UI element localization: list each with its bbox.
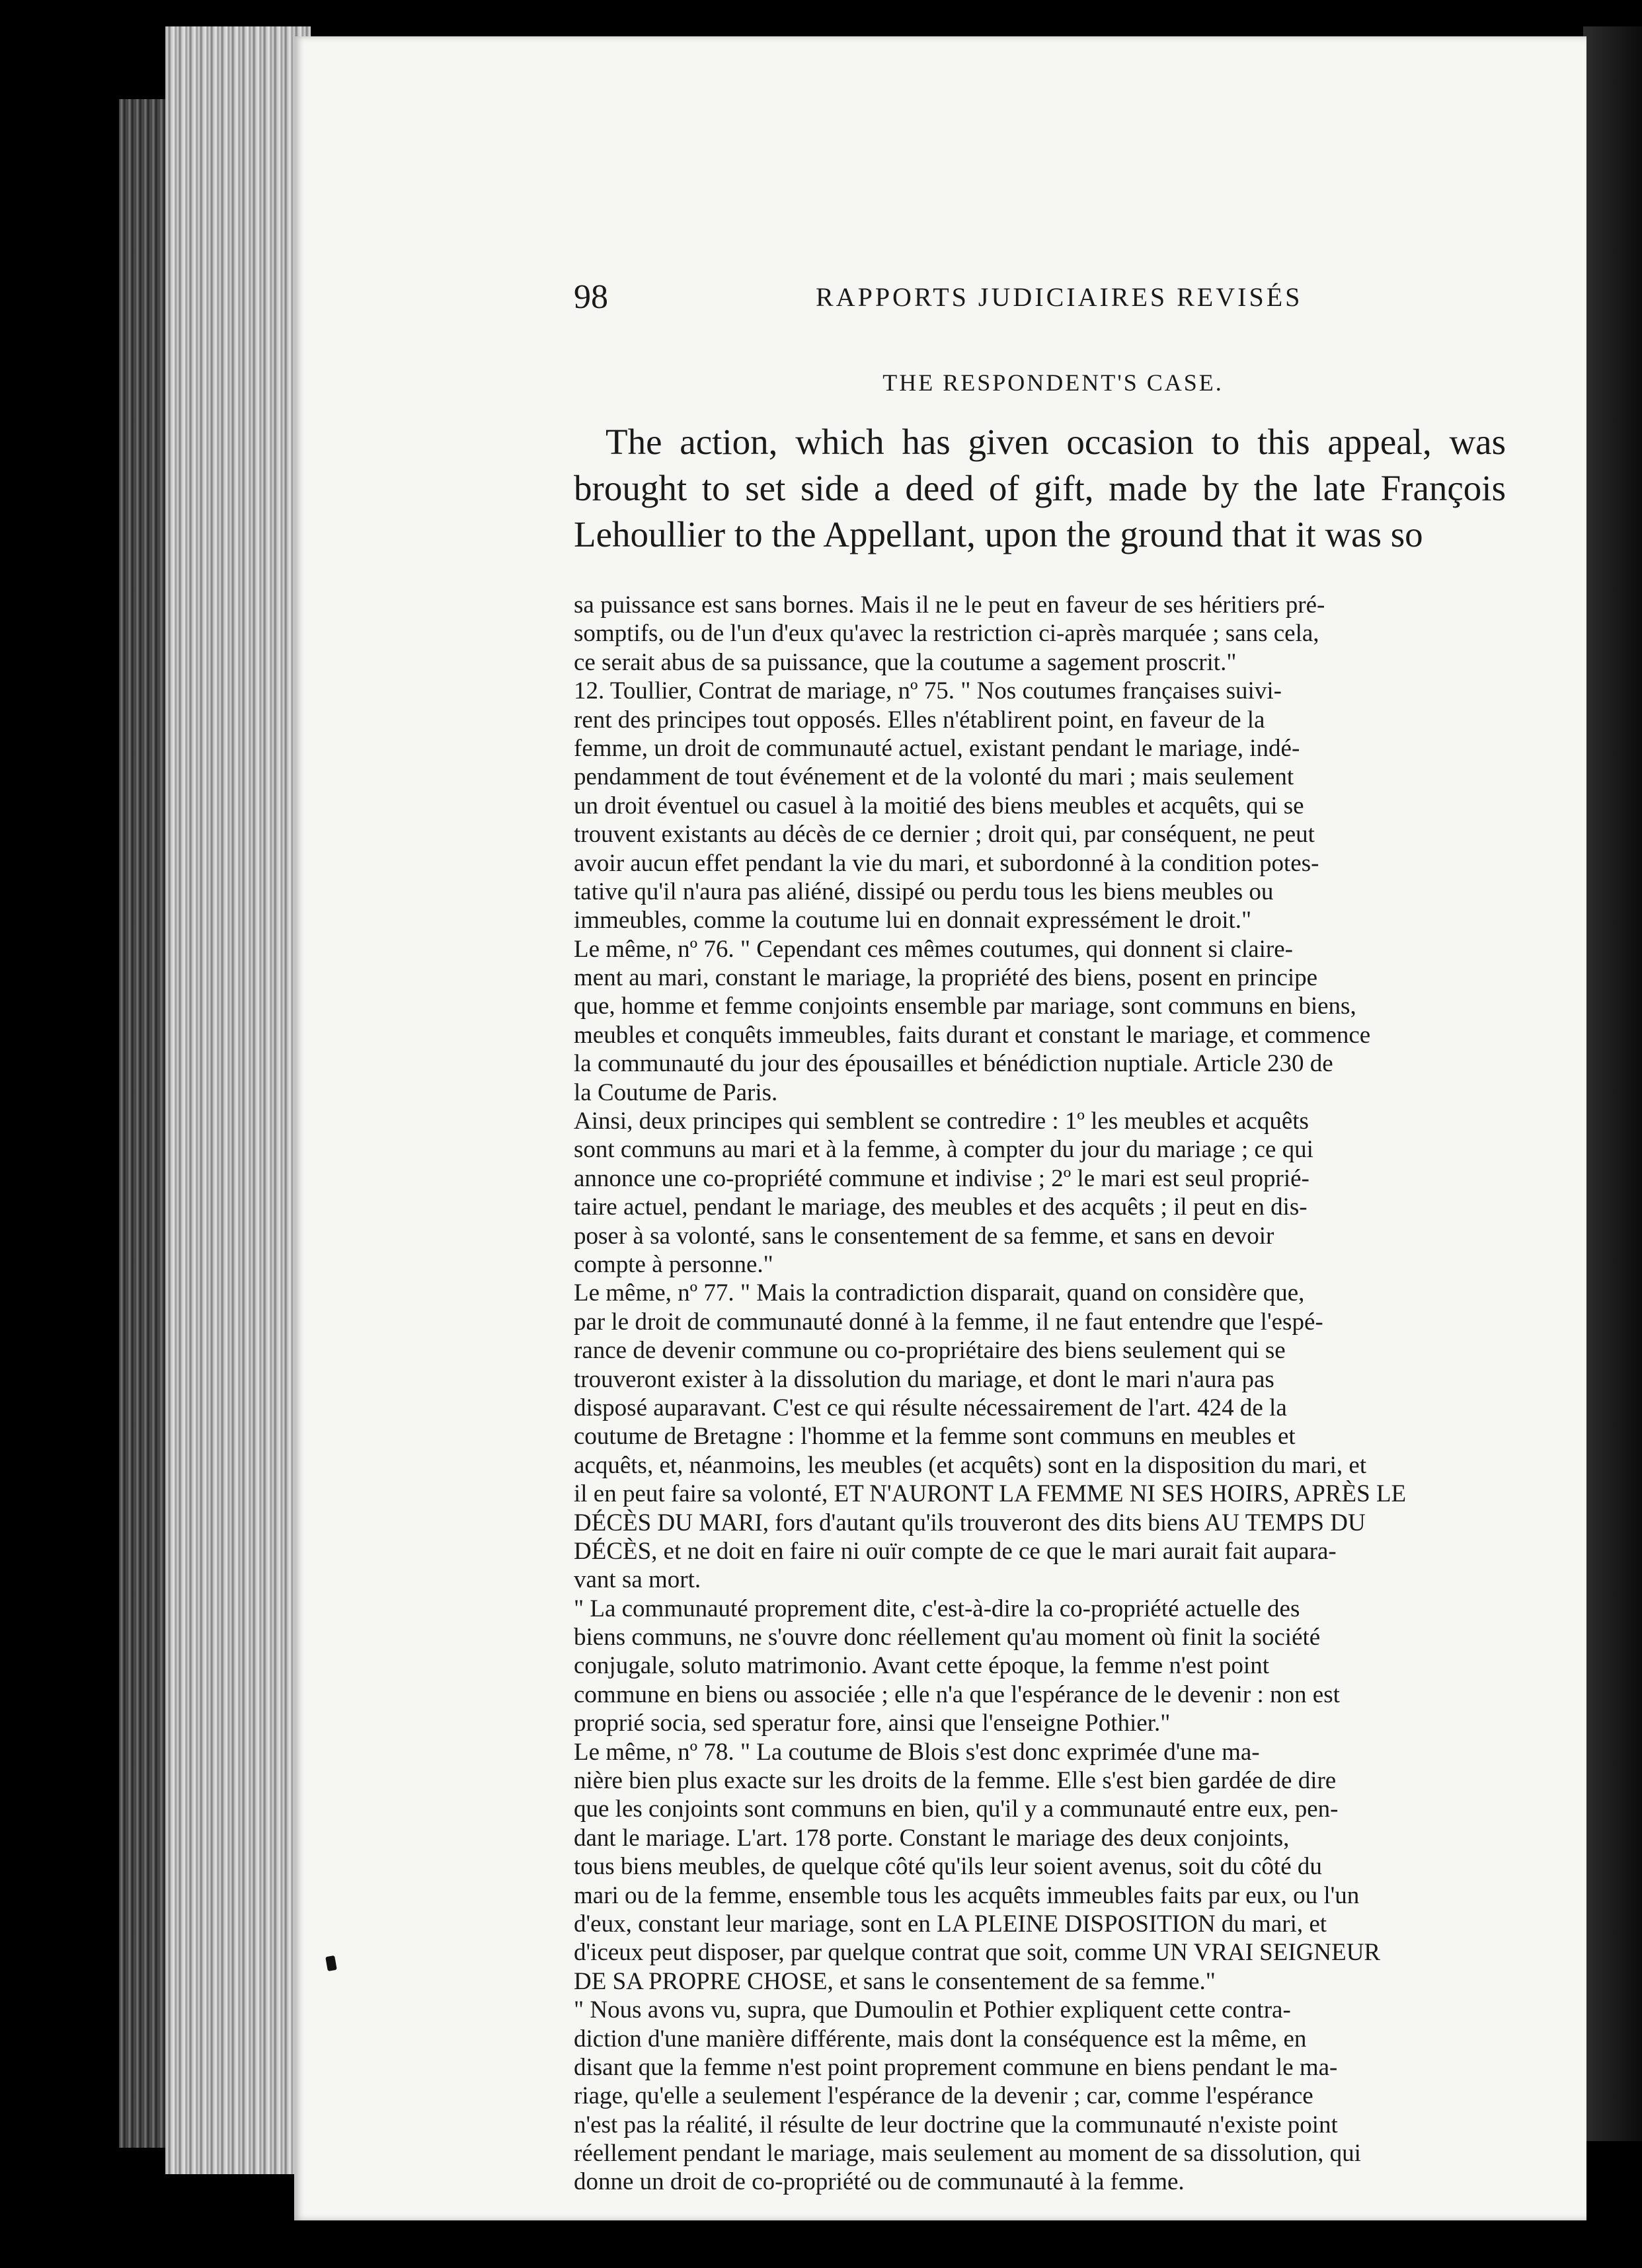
note-line: réellement pendant le mariage, mais seulement au moment de sa dissolution, qui xyxy=(574,2140,1361,2168)
right-binding-shadow xyxy=(1583,26,1642,2141)
note-line: Ainsi, deux principes qui semblent se contredire : 1º les meubles et acquêts xyxy=(574,1108,1309,1135)
note-line: diction d'une manière différente, mais dont la conséquence est la même, en xyxy=(574,2025,1307,2053)
note-line: riage, qu'elle a seulement l'espérance de la devenir ; car, comme l'espérance xyxy=(574,2082,1313,2110)
note-line: que les conjoints sont communs en bien, qu'il y a communauté entre eux, pen- xyxy=(574,1796,1339,1823)
note-line: acquêts, et, néanmoins, les meubles (et acquêts) sont en la disposition du mari, et xyxy=(574,1451,1367,1479)
stacked-page-edges xyxy=(165,26,311,2174)
note-line: d'eux, constant leur mariage, sont en LA PLEINE DISPOSITION du mari, et xyxy=(574,1910,1327,1938)
note-line: la communauté du jour des épousailles et bénédiction nuptiale. Article 230 de xyxy=(574,1050,1333,1078)
page-content xyxy=(574,278,1506,2197)
note-line: pendamment de tout événement et de la volonté du mari ; mais seulement xyxy=(574,763,1294,791)
note-line: rance de devenir commune ou co-propriétaire des biens seulement qui se xyxy=(574,1337,1286,1365)
running-title: RAPPORTS JUDICIAIRES REVISÉS xyxy=(816,282,1303,312)
note-line: coutume de Bretagne : l'homme et la femme sont communs en meubles et xyxy=(574,1423,1296,1451)
case-heading: THE RESPONDENT'S CASE. xyxy=(882,369,1224,396)
note-line: sont communs au mari et à la femme, à compter du jour du mariage ; ce qui xyxy=(574,1136,1313,1164)
note-line: somptifs, ou de l'un d'eux qu'avec la restriction ci-après marquée ; sans cela, xyxy=(574,620,1319,648)
note-line: disposé auparavant. C'est ce qui résulte nécessairement de l'art. 424 de la xyxy=(574,1394,1287,1421)
note-line: ment au mari, constant le mariage, la propriété des biens, posent en principe xyxy=(574,964,1318,992)
note-line: dant le mariage. L'art. 178 porte. Constant le mariage des deux conjoints, xyxy=(574,1824,1290,1852)
note-line: 12. Toullier, Contrat de mariage, nº 75. " Nos coutumes françaises suivi- xyxy=(574,677,1282,705)
note-line: DÉCÈS DU MARI, fors d'autant qu'ils trouveront des dits biens AU TEMPS DU xyxy=(574,1509,1366,1536)
note-line: avoir aucun effet pendant la vie du mari, et subordonné à la condition potes- xyxy=(574,849,1319,877)
note-line: commune en biens ou associée ; elle n'a que l'espérance de le devenir : non est xyxy=(574,1681,1340,1708)
note-line: Le même, nº 76. " Cependant ces mêmes coutumes, qui donnent si claire- xyxy=(574,935,1293,963)
note-line: " La communauté proprement dite, c'est-à-dire la co-propriété actuelle des xyxy=(574,1595,1300,1622)
note-line: meubles et conquêts immeubles, faits durant et constant le mariage, et commence xyxy=(574,1021,1371,1049)
note-line: Le même, nº 77. " Mais la contradiction disparait, quand on considère que, xyxy=(574,1279,1305,1307)
note-line: vant sa mort. xyxy=(574,1566,701,1594)
note-line: proprié socia, sed speratur fore, ainsi que l'enseigne Pothier." xyxy=(574,1710,1171,1737)
note-line: " Nous avons vu, supra, que Dumoulin et Pothier expliquent cette contra- xyxy=(574,1996,1291,2024)
note-line: un droit éventuel ou casuel à la moitié des biens meubles et acquêts, qui se xyxy=(574,792,1304,819)
note-line: DÉCÈS, et ne doit en faire ni ouïr compte de ce que le mari aurait fait aupara- xyxy=(574,1537,1337,1565)
note-line: que, homme et femme conjoints ensemble par mariage, sont communs en biens, xyxy=(574,993,1356,1020)
note-line: il en peut faire sa volonté, ET N'AURONT LA FEMME NI SES HOIRS, APRÈS LE xyxy=(574,1480,1407,1508)
book-spine-shadow xyxy=(119,99,172,2148)
page-number: 98 xyxy=(574,278,608,316)
note-line: femme, un droit de communauté actuel, existant pendant le mariage, indé- xyxy=(574,734,1300,762)
note-line: immeubles, comme la coutume lui en donnait expressément le droit." xyxy=(574,907,1252,934)
lead-paragraph: The action, which has given occasion to this appeal, was brought to set side a deed of gift, made by the late François Lehoullier to the Appellant, upon the ground that it was so xyxy=(574,422,1506,554)
note-line: sa puissance est sans bornes. Mais il ne le peut en faveur de ses héritiers pré- xyxy=(574,591,1325,619)
note-line: mari ou de la femme, ensemble tous les acquêts immeubles faits par eux, ou l'un xyxy=(574,1881,1360,1909)
footnote-block xyxy=(574,591,1506,2197)
note-line: trouveront exister à la dissolution du mariage, et dont le mari n'aura pas xyxy=(574,1365,1274,1393)
note-line: compte à personne." xyxy=(574,1250,773,1278)
note-line: tative qu'il n'aura pas aliéné, dissipé ou perdu tous les biens meubles ou xyxy=(574,878,1274,905)
note-line: donne un droit de co-propriété ou de communauté à la femme. xyxy=(574,2168,1185,2196)
note-line: conjugale, soluto matrimonio. Avant cette époque, la femme n'est point xyxy=(574,1652,1269,1680)
running-head xyxy=(574,278,1506,330)
note-line: ce serait abus de sa puissance, que la coutume a sagement proscrit." xyxy=(574,648,1237,676)
note-line: trouvent existants au décès de ce dernier ; droit qui, par conséquent, ne peut xyxy=(574,821,1315,849)
note-line: la Coutume de Paris. xyxy=(574,1078,778,1106)
note-line: rent des principes tout opposés. Elles n'établirent point, en faveur de la xyxy=(574,706,1265,734)
note-line: annonce une co-propriété commune et indivise ; 2º le mari est seul proprié- xyxy=(574,1164,1310,1192)
note-line: tous biens meubles, de quelque côté qu'ils leur soient avenus, soit du côté du xyxy=(574,1853,1322,1881)
note-line: par le droit de communauté donné à la femme, il ne faut entendre que l'espé- xyxy=(574,1308,1323,1336)
note-line: n'est pas la réalité, il résulte de leur doctrine que la communauté n'existe point xyxy=(574,2111,1338,2138)
note-line: d'iceux peut disposer, par quelque contrat que soit, comme UN VRAI SEIGNEUR xyxy=(574,1939,1381,1967)
note-line: poser à sa volonté, sans le consentement de sa femme, et sans en devoir xyxy=(574,1222,1274,1250)
note-line: nière bien plus exacte sur les droits de la femme. Elle s'est bien gardée de dire xyxy=(574,1767,1337,1795)
note-line: disant que la femme n'est point proprement commune en biens pendant le ma- xyxy=(574,2053,1338,2081)
note-line: biens communs, ne s'ouvre donc réellement qu'au moment où finit la société xyxy=(574,1624,1321,1651)
note-line: DE SA PROPRE CHOSE, et sans le consentement de sa femme." xyxy=(574,1967,1216,1995)
note-line: Le même, nº 78. " La coutume de Blois s'est donc exprimée d'une ma- xyxy=(574,1738,1260,1766)
note-line: taire actuel, pendant le mariage, des meubles et des acquêts ; il peut en dis- xyxy=(574,1193,1308,1221)
